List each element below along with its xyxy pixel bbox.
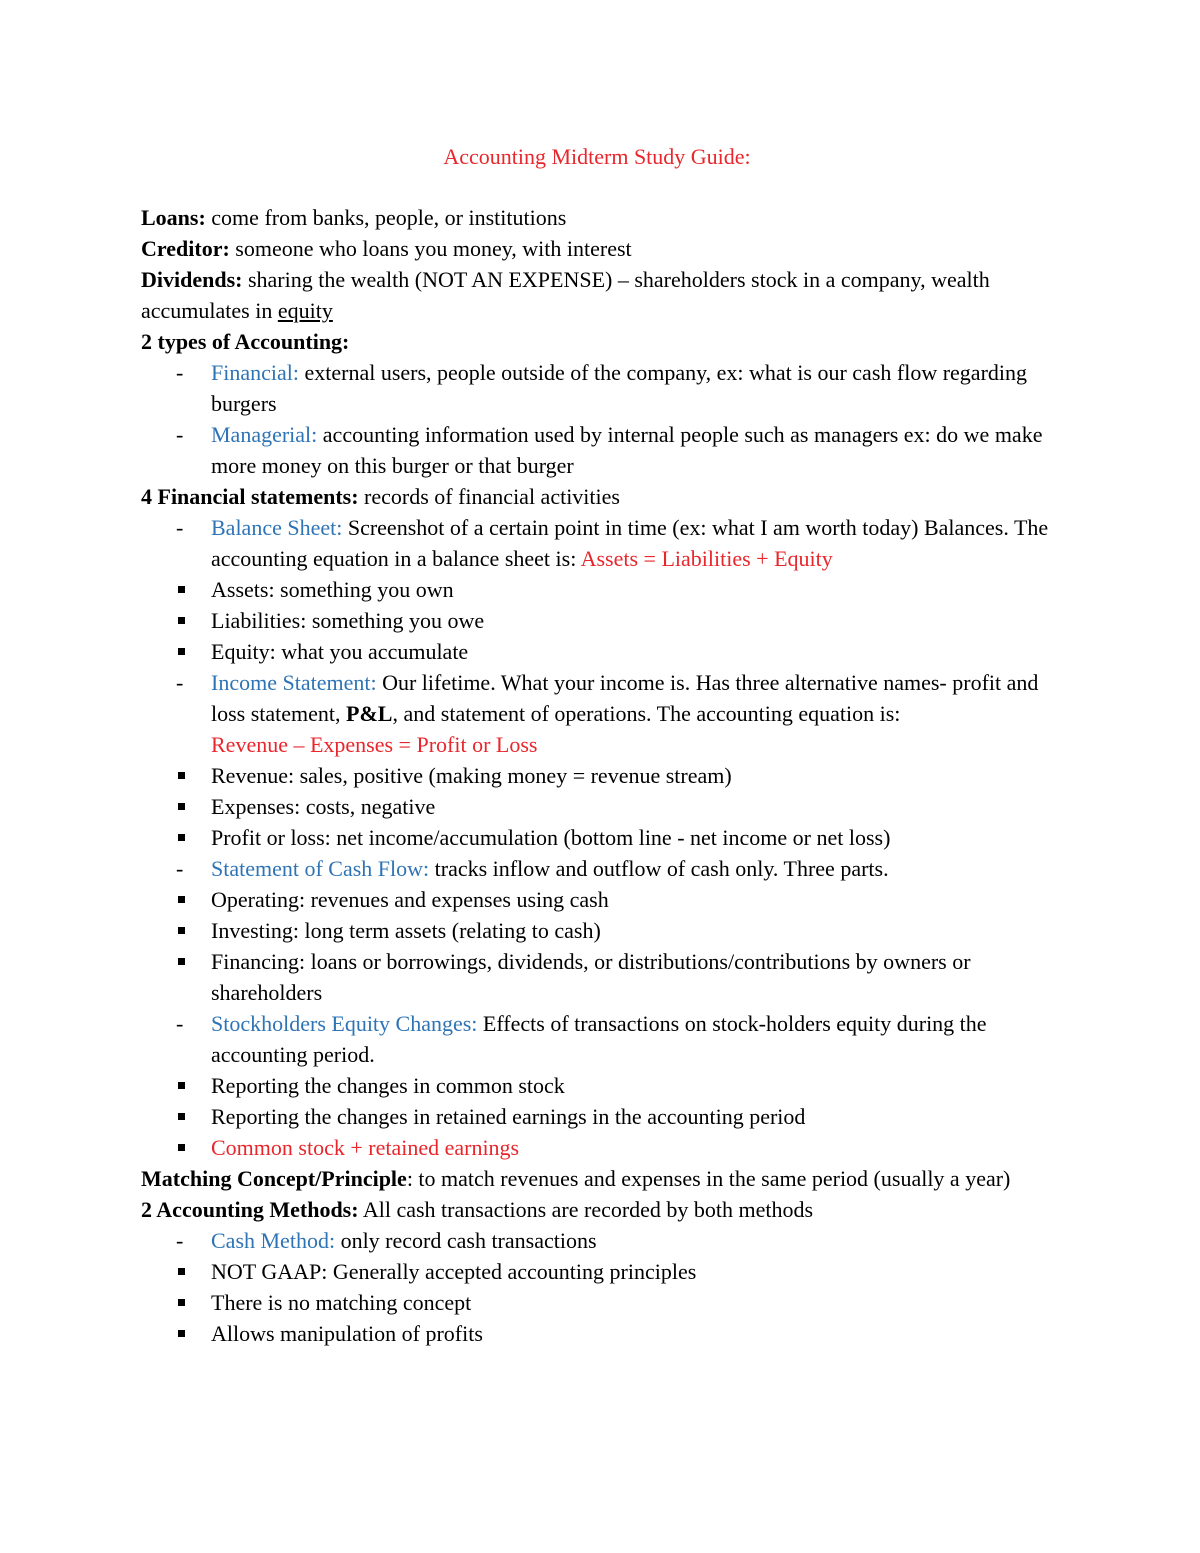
list-item <box>0 574 1071 605</box>
text: Revenue: sales, positive (making money = revenue stream) <box>211 763 732 788</box>
list-item <box>141 1225 1071 1256</box>
square-bullet-icon <box>178 772 185 779</box>
label: Stockholders Equity Changes: <box>211 1011 478 1036</box>
label: Managerial: <box>211 422 318 447</box>
label: Income Statement: <box>211 670 377 695</box>
text: external users, people outside of the company, ex: what is our cash flow regarding burgers <box>211 360 1028 416</box>
list-item <box>0 1101 1071 1132</box>
matching-definition <box>141 1163 1071 1194</box>
dash-bullet: - <box>176 670 184 695</box>
dash-bullet: - <box>176 1011 184 1036</box>
text: Expenses: costs, negative <box>211 794 436 819</box>
list-item <box>0 1070 1071 1101</box>
creditor-definition <box>141 233 1071 264</box>
methods-heading <box>141 1194 1071 1225</box>
label: Statement of Cash Flow: <box>211 856 430 881</box>
list-item <box>141 1008 1071 1070</box>
label: Cash Method: <box>211 1228 336 1253</box>
list-item <box>141 512 1071 574</box>
list-item <box>0 884 1071 915</box>
text: Reporting the changes in common stock <box>211 1073 565 1098</box>
square-bullet-icon <box>178 803 185 810</box>
text: Financing: loans or borrowings, dividends, or distributions/contributions by owners or shareholders <box>211 949 971 1005</box>
list-item <box>0 760 1071 791</box>
text: Our lifetime. What your income is. Has three alternative names- profit and loss statement, <box>211 670 1039 726</box>
square-bullet-icon <box>178 896 185 903</box>
heading: 2 types of Accounting: <box>141 329 350 354</box>
definition: sharing the wealth (NOT AN EXPENSE) – shareholders stock in a company, wealth accumulates in <box>141 267 990 323</box>
square-bullet-icon <box>178 1268 185 1275</box>
dash-bullet: - <box>176 422 184 447</box>
label: Financial: <box>211 360 299 385</box>
page-title: Accounting Midterm Study Guide: <box>443 144 751 169</box>
statements-heading <box>141 481 1071 512</box>
heading: 4 Financial statements: <box>141 484 359 509</box>
list-item <box>0 1256 1071 1287</box>
square-bullet-icon <box>178 1082 185 1089</box>
list-item <box>0 1318 1071 1349</box>
list-item <box>141 853 1071 884</box>
loans-definition <box>141 202 1071 233</box>
text: only record cash transactions <box>335 1228 597 1253</box>
list-item <box>0 822 1071 853</box>
text: There is no matching concept <box>211 1290 472 1315</box>
list-item <box>0 1132 1071 1163</box>
bold-text: P&L <box>346 701 393 726</box>
text: All cash transactions are recorded by both methods <box>358 1197 814 1222</box>
square-bullet-icon <box>178 1144 185 1151</box>
dividends-definition <box>141 264 1071 326</box>
text: records of financial activities <box>358 484 620 509</box>
term: Matching Concept/Principle <box>141 1166 407 1191</box>
document-body <box>141 202 1071 1349</box>
term: Creditor: <box>141 236 230 261</box>
equation: Revenue – Expenses = Profit or Loss <box>211 732 538 757</box>
definition: someone who loans you money, with interest <box>229 236 632 261</box>
text: NOT GAAP: Generally accepted accounting principles <box>211 1259 697 1284</box>
square-bullet-icon <box>178 1330 185 1337</box>
heading: 2 Accounting Methods: <box>141 1197 359 1222</box>
underlined-word: equity <box>277 298 333 323</box>
definition: : to match revenues and expenses in the same period (usually a year) <box>406 1166 1011 1191</box>
text: Profit or loss: net income/accumulation (bottom line - net income or net loss) <box>211 825 891 850</box>
text: Allows manipulation of profits <box>211 1321 483 1346</box>
text: Reporting the changes in retained earnings in the accounting period <box>211 1104 806 1129</box>
list-item <box>0 946 1071 1008</box>
list-item <box>141 419 1071 481</box>
list-item <box>0 1287 1071 1318</box>
text: Screenshot of a certain point in time (ex: what I am worth today) Balances. The accounting equation in a balance sheet is: <box>211 515 1049 571</box>
text: Common stock + retained earnings <box>211 1135 520 1160</box>
term: Loans: <box>141 205 206 230</box>
text: Equity: what you accumulate <box>211 639 469 664</box>
square-bullet-icon <box>178 617 185 624</box>
text: Assets: something you own <box>211 577 454 602</box>
list-item <box>0 791 1071 822</box>
square-bullet-icon <box>178 586 185 593</box>
types-heading <box>141 326 1071 357</box>
square-bullet-icon <box>178 958 185 965</box>
dash-bullet: - <box>176 360 184 385</box>
dash-bullet: - <box>176 515 184 540</box>
equation: Assets = Liabilities + Equity <box>580 546 833 571</box>
text: Investing: long term assets (relating to cash) <box>211 918 601 943</box>
text: accounting information used by internal people such as managers ex: do we make more money on this burger or that burger <box>211 422 1043 478</box>
list-item <box>141 357 1071 419</box>
text: Operating: revenues and expenses using cash <box>211 887 609 912</box>
square-bullet-icon <box>178 648 185 655</box>
list-item <box>0 915 1071 946</box>
definition: come from banks, people, or institutions <box>205 205 567 230</box>
square-bullet-icon <box>178 927 185 934</box>
dash-bullet: - <box>176 856 184 881</box>
square-bullet-icon <box>178 1299 185 1306</box>
list-item <box>0 605 1071 636</box>
text: tracks inflow and outflow of cash only. Three parts. <box>429 856 889 881</box>
label: Balance Sheet: <box>211 515 343 540</box>
text: Liabilities: something you owe <box>211 608 485 633</box>
term: Dividends: <box>141 267 243 292</box>
list-item <box>0 636 1071 667</box>
text: , and statement of operations. The accounting equation is: <box>392 701 901 726</box>
square-bullet-icon <box>178 1113 185 1120</box>
dash-bullet: - <box>176 1228 184 1253</box>
list-item <box>141 667 1071 760</box>
text: Effects of transactions on stock-holders equity during the accounting period. <box>211 1011 987 1067</box>
square-bullet-icon <box>178 834 185 841</box>
